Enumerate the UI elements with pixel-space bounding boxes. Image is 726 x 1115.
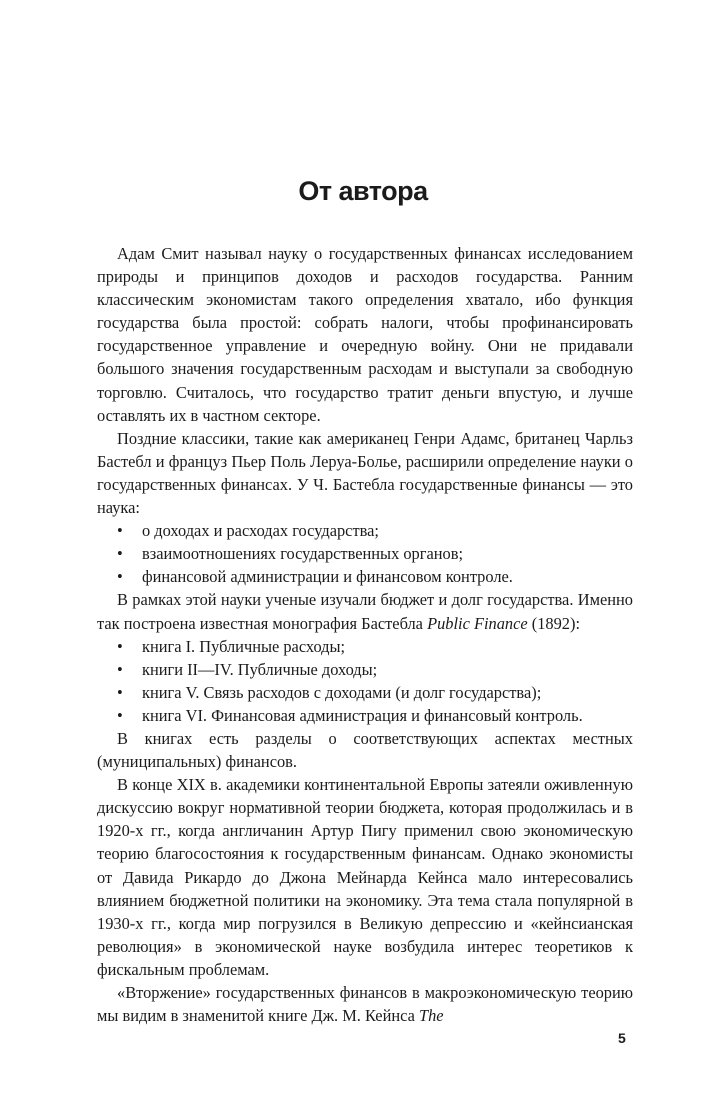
list-item: • книга I. Публичные расходы; xyxy=(97,635,633,658)
bullet-icon: • xyxy=(117,567,123,587)
list-item: • финансовой администрации и финансовом контроле. xyxy=(97,565,633,588)
bullet-icon: • xyxy=(117,659,123,679)
list-item: • книга V. Связь расходов с доходами (и долг государства); xyxy=(97,681,633,704)
paragraph: «Вторжение» государственных финансов в макроэкономическую теорию мы видим в знаменитой книге Дж. М. Кейнса The xyxy=(97,983,633,1026)
bullet-icon: • xyxy=(117,705,123,725)
page-number: 5 xyxy=(618,1030,626,1046)
paragraph: В книгах есть разделы о соответствующих аспектах местных (муниципальных) финансов. xyxy=(97,728,633,772)
page-title: От автора xyxy=(298,176,428,206)
paragraph: В рамках этой науки ученые изучали бюджет и долг государства. Именно так построена известная монография Бастебла Public Finance (1892): xyxy=(97,590,633,633)
list-item: • взаимоотношениях государственных органов; xyxy=(97,542,633,565)
bullet-icon: • xyxy=(117,521,123,541)
paragraph: Адам Смит называл науку о государственных финансах исследованием природы и принципов доходов и расходов государства. Ранним классическим экономистам такого определения хватало, ибо функция государства была простой: собрать налоги, чтобы профинансировать государственное управление и очередную войну. Они не придавали большого значения государственным расходам и выступали за свободную торговлю. Считалось, что государство тратит деньги впустую, и лучше оставлять их в частном секторе. xyxy=(97,244,633,425)
book-title: Public Finance xyxy=(427,613,528,633)
book-title: The xyxy=(418,1006,444,1026)
list-item: • книга VI. Финансовая администрация и финансовый контроль. xyxy=(97,704,633,727)
paragraph: Поздние классики, такие как американец Генри Адамс, британец Чарльз Бастебл и француз Пьер Поль Леруа-Болье, расширили определение науки о государственных финансах. У Ч. Бастебла государственные финансы — это наука: xyxy=(97,428,633,518)
bullet-icon: • xyxy=(117,682,123,702)
paragraph: В конце XIX в. академики континентальной Европы затеяли оживленную дискуссию вокруг нормативной теории бюджета, которая продолжилась и в 1920-х гг., когда англичанин Артур Пигу применил свою экономическую теорию благосостояния к государственным финансам. Однако экономисты от Давида Рикардо до Джона Мейнарда Кейнса мало интересовались влиянием бюджетной политики на экономику. Эта тема стала популярной в 1930-х гг., когда мир погрузился в Великую депрессию и «кейнсианская революция» в экономической науке возбудила интерес теоретиков к фискальным проблемам. xyxy=(97,775,633,979)
bullet-icon: • xyxy=(117,636,123,656)
bullet-icon: • xyxy=(117,544,123,564)
bullet-list xyxy=(97,635,633,727)
body-text xyxy=(97,242,633,1027)
bullet-list xyxy=(97,519,633,588)
list-item: • о доходах и расходах государства; xyxy=(97,519,633,542)
list-item: • книги II—IV. Публичные доходы; xyxy=(97,658,633,681)
